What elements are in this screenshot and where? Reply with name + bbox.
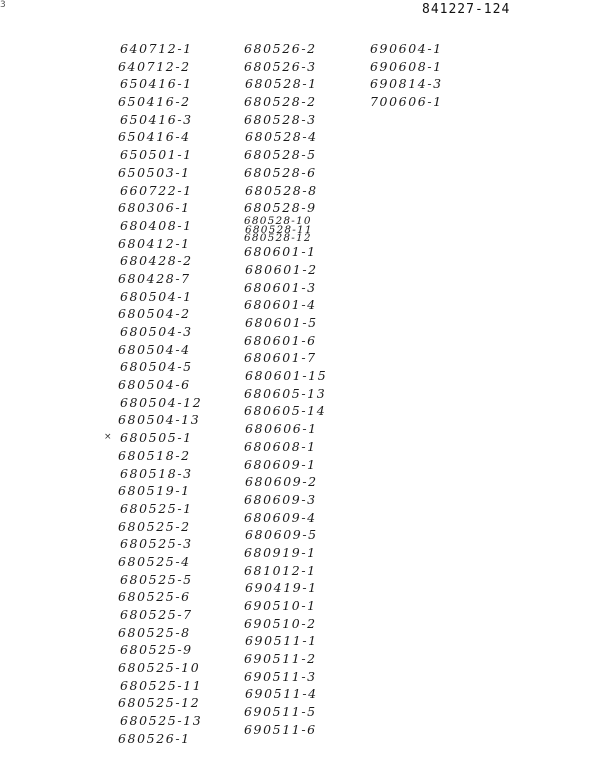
- entry-item: 660722-1: [120, 182, 193, 198]
- entry-item: 680412-1: [118, 235, 191, 251]
- entry-item: 680609-4: [244, 509, 317, 525]
- entry-column-2: [244, 40, 327, 739]
- entry-item: 680525-1: [120, 500, 193, 516]
- entry-item: 690419-1: [245, 580, 318, 596]
- entry-item: 690510-2: [244, 615, 317, 631]
- entry-item: 680528-6: [244, 164, 317, 180]
- entry-item: 680505-1: [120, 430, 193, 446]
- entry-item: 680525-2: [118, 518, 191, 534]
- entry-item: 680518-2: [118, 447, 191, 463]
- document-number: 841227-124: [422, 2, 511, 17]
- entry-item: 650416-2: [118, 94, 191, 110]
- entry-item: 690511-4: [245, 686, 318, 702]
- entry-item: 650501-1: [120, 147, 193, 163]
- entry-item: 680609-5: [245, 527, 318, 543]
- entry-item: 680606-1: [245, 421, 318, 437]
- entry-item: 690511-5: [244, 704, 317, 720]
- entry-item: 680601-7: [244, 350, 317, 366]
- entry-column-3: [370, 40, 443, 111]
- entry-item: 680518-3: [120, 465, 193, 481]
- entry-item: 690604-1: [370, 41, 443, 56]
- entry-item: 680526-3: [244, 58, 317, 74]
- entry-item: 680601-2: [245, 261, 318, 277]
- entry-item: 640712-2: [118, 58, 191, 74]
- entry-item: 680525-11: [120, 677, 203, 693]
- entry-item: 681012-1: [244, 562, 317, 578]
- entry-item: 680528-1: [245, 76, 318, 92]
- entry-item: 650416-3: [120, 111, 193, 127]
- entry-item: 680504-4: [118, 341, 191, 357]
- entry-item: 680919-1: [244, 544, 317, 560]
- entry-item: 680504-1: [120, 288, 193, 304]
- entry-item: 680528-10: [244, 214, 312, 227]
- entry-item: 680528-11: [245, 223, 313, 236]
- entry-column-1: [118, 40, 202, 748]
- entry-item: 680408-1: [120, 217, 193, 233]
- entry-item: 680504-2: [118, 306, 191, 322]
- entry-item: 680525-4: [118, 553, 191, 569]
- entry-item: 680605-13: [244, 385, 327, 401]
- entry-item: 680528-4: [245, 129, 318, 145]
- entry-item: 690608-1: [370, 58, 443, 74]
- entry-item: 690814-3: [370, 76, 443, 92]
- entry-item: 680601-1: [244, 244, 317, 260]
- entry-item: 680528-3: [244, 111, 317, 127]
- entry-item: 680525-10: [118, 660, 201, 676]
- entry-item: 690511-1: [245, 633, 318, 649]
- entry-item: 680528-9: [244, 200, 317, 216]
- entry-item: 680528-5: [244, 147, 317, 163]
- entry-item: 680519-1: [118, 483, 191, 499]
- entry-item: 650416-1: [120, 76, 193, 92]
- corner-mark: 3: [0, 0, 6, 10]
- entry-item: 650503-1: [118, 164, 191, 180]
- entry-item: 650416-4: [118, 129, 191, 145]
- entry-item: 680525-7: [120, 607, 193, 622]
- entry-item: 680306-1: [118, 200, 191, 216]
- entry-item: 690510-1: [244, 598, 317, 614]
- entry-item: 680428-7: [118, 270, 191, 286]
- entry-item: 680609-2: [245, 474, 318, 490]
- entry-item: 680504-6: [118, 377, 191, 393]
- entry-item: 680525-6: [118, 589, 191, 605]
- entry-item: 680525-13: [120, 713, 203, 729]
- entry-item: 680601-15: [245, 368, 328, 384]
- handwritten-x-mark: ×: [104, 432, 112, 442]
- entry-item: 680601-4: [244, 297, 317, 313]
- entry-item: 680525-8: [118, 624, 191, 640]
- entry-item: 680504-13: [118, 412, 201, 428]
- entry-item: 640712-1: [120, 41, 193, 56]
- entry-item: 680605-14: [244, 403, 327, 419]
- entry-item: 680608-1: [244, 438, 317, 454]
- entry-item: 680504-5: [120, 359, 193, 375]
- entry-item: 680609-1: [244, 456, 317, 472]
- entry-item: 680609-3: [244, 491, 317, 507]
- entry-item: 680528-12: [244, 232, 312, 245]
- entry-item: 680504-3: [120, 324, 193, 339]
- entry-item: 680528-8: [245, 182, 318, 198]
- entry-item: 690511-2: [244, 651, 317, 667]
- entry-item: 680526-2: [244, 41, 317, 56]
- entry-item: 680504-12: [120, 394, 203, 410]
- entry-item: 680525-3: [120, 536, 193, 552]
- entry-item: 690511-3: [244, 668, 317, 684]
- entry-item: 680428-2: [120, 253, 193, 269]
- entry-item: 680528-2: [244, 94, 317, 110]
- entry-item: 680601-3: [244, 279, 317, 295]
- entry-item: 700606-1: [370, 94, 443, 110]
- entry-item: 690511-6: [244, 721, 317, 737]
- entry-item: 680525-5: [120, 571, 193, 587]
- entry-item: 680525-12: [118, 695, 201, 711]
- entry-item: 680526-1: [118, 730, 191, 746]
- entry-item: 680601-5: [245, 315, 318, 331]
- entry-item: 680601-6: [244, 332, 317, 348]
- entry-item: 680525-9: [120, 642, 193, 658]
